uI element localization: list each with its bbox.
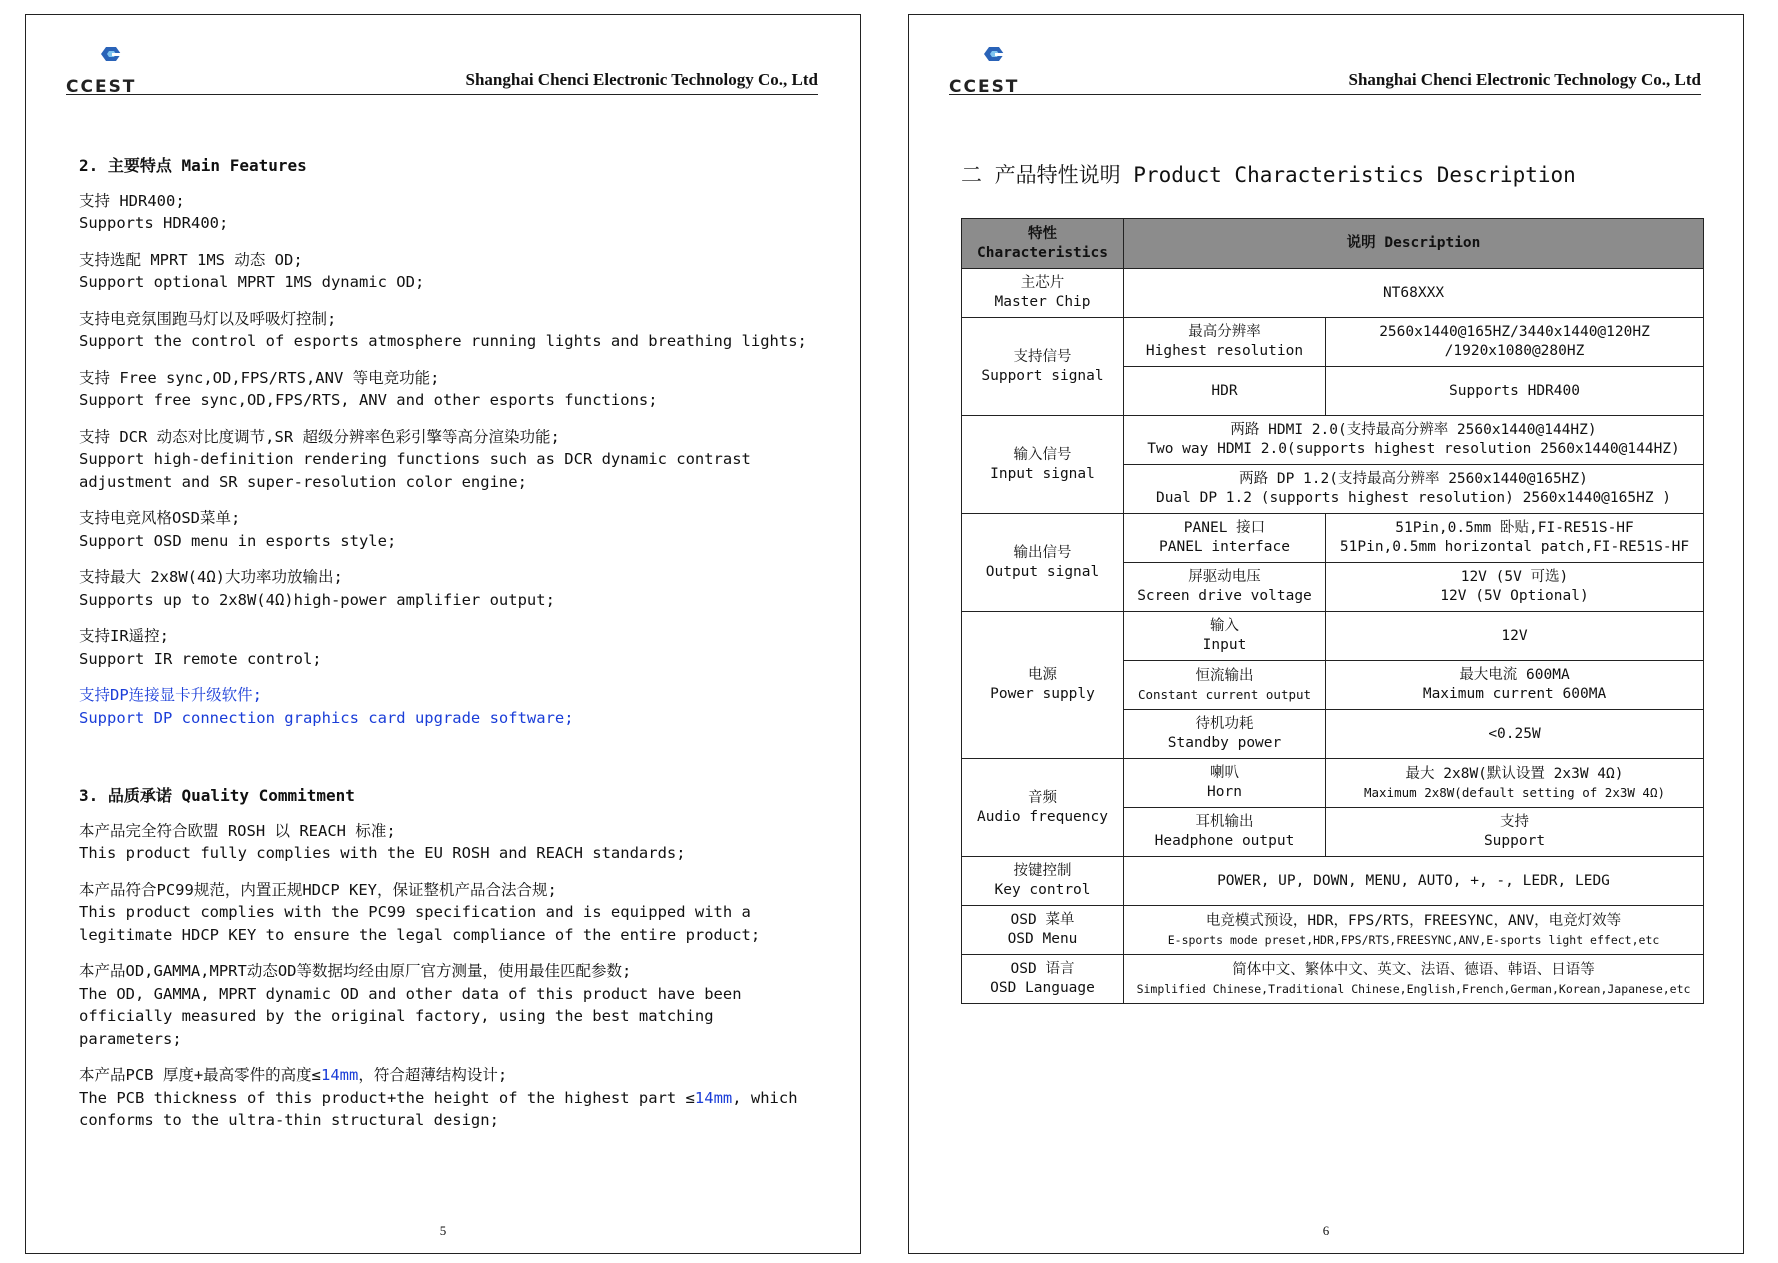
table-row <box>962 759 1704 808</box>
value-cn: 电竞模式预设，HDR，FPS/RTS，FREESYNC，ANV，电竞灯效等 <box>1205 912 1622 929</box>
row-value <box>1124 416 1704 465</box>
value-en: Simplified Chinese,Traditional Chinese,English,French,German,Korean,Japanese,etc <box>1136 981 1691 996</box>
feature-item <box>79 566 820 611</box>
feature-item <box>79 625 820 670</box>
sub-label-cn: 待机功耗 <box>1195 716 1254 732</box>
feature-en: Support IR remote control; <box>79 649 322 668</box>
sub-label <box>1124 318 1326 367</box>
value-en: Maximum 2x8W(default setting of 2x3W 4Ω) <box>1363 784 1666 800</box>
value-en: Two way HDMI 2.0(supports highest resolution 2560x1440@144HZ) <box>1147 441 1680 457</box>
pcb-en-pre: The PCB thickness of this product+the height of the highest part ≤ <box>79 1088 695 1107</box>
label-cn: 主芯片 <box>1020 275 1065 291</box>
feature-en: Supports up to 2x8W(4Ω)high-power amplifier output; <box>79 590 555 609</box>
sub-label: HDR <box>1124 367 1326 416</box>
value-line: 2560x1440@165HZ/3440x1440@120HZ <box>1379 324 1650 340</box>
quality-item-pcb <box>79 1064 820 1132</box>
value-cn: 最大电流 600MA <box>1459 667 1570 683</box>
sub-label-en: Standby power <box>1167 735 1282 751</box>
label-cn: 按键控制 <box>1013 863 1072 879</box>
ccest-logo <box>66 45 161 95</box>
row-value <box>1124 906 1704 955</box>
row-value: <0.25W <box>1326 710 1704 759</box>
label-cn: 电源 <box>1028 667 1057 683</box>
table-row <box>962 906 1704 955</box>
row-value <box>1326 808 1704 857</box>
row-label <box>962 318 1124 416</box>
pcb-cn-value: 14mm <box>321 1066 359 1084</box>
table-row <box>962 857 1704 906</box>
row-value <box>1124 955 1704 1004</box>
label-en: Power supply <box>990 686 1095 702</box>
value-cn: 最大 2x8W(默认设置 2x3W 4Ω) <box>1405 765 1624 782</box>
sub-label-cn: 喇叭 <box>1210 765 1239 781</box>
feature-cn: 支持 Free sync,OD,FPS/RTS,ANV 等电竞功能; <box>79 368 440 387</box>
quality-en: This product fully complies with the EU ROSH and REACH standards; <box>79 844 686 862</box>
spec-table <box>961 218 1704 1004</box>
table-header-row <box>962 219 1704 269</box>
company-name: Shanghai Chenci Electronic Technology Co., Ltd <box>1348 70 1701 89</box>
feature-cn: 支持电竞氛围跑马灯以及呼吸灯控制; <box>79 309 337 328</box>
sub-label-en: Screen drive voltage <box>1137 588 1312 604</box>
row-label <box>962 514 1124 612</box>
sub-label-cn: 输入 <box>1210 618 1239 634</box>
page-number: 6 <box>1322 1223 1330 1238</box>
feature-en: Support DP connection graphics card upgrade software; <box>79 708 574 727</box>
label-en: Input signal <box>990 465 1095 482</box>
feature-item <box>79 249 820 294</box>
value-en: Dual DP 1.2 (supports highest resolution) 2560x1440@165HZ ) <box>1155 490 1672 506</box>
page-header <box>26 15 860 105</box>
table-row <box>962 269 1704 318</box>
label-en: Audio frequency <box>977 808 1108 825</box>
value-cn: 支持 <box>1500 814 1529 830</box>
row-label <box>962 906 1124 955</box>
label-cn: 输入信号 <box>1013 446 1072 463</box>
row-value <box>1124 465 1704 514</box>
pcb-en-value: 14mm <box>694 1088 733 1107</box>
feature-cn: 支持 HDR400; <box>79 191 185 210</box>
table-row <box>962 318 1704 367</box>
label-cn: 输出信号 <box>1013 544 1072 561</box>
header-description: 说明 Description <box>1124 219 1704 269</box>
label-cn: OSD 菜单 <box>1010 912 1075 928</box>
sub-label <box>1124 563 1326 612</box>
sub-label-en: Horn <box>1207 784 1242 800</box>
value-en: Support <box>1483 833 1546 849</box>
sub-label-cn: 屏驱动电压 <box>1188 569 1261 585</box>
table-row <box>962 955 1704 1004</box>
label-cn: 音频 <box>1028 789 1057 806</box>
feature-en: Support high-definition rendering functions such as DCR dynamic contrast adjustment and SR super-resolution color engine; <box>79 450 751 491</box>
feature-cn: 支持IR遥控; <box>79 627 169 645</box>
sub-label <box>1124 759 1326 808</box>
quality-cn: 本产品符合PC99规范，内置正规HDCP KEY，保证整机产品合法合规; <box>79 880 557 899</box>
quality-cn: 本产品完全符合欧盟 ROSH 以 REACH 标准; <box>79 821 396 840</box>
label-en: OSD Menu <box>1007 931 1078 947</box>
label-en: OSD Language <box>990 980 1095 996</box>
section-title-quality: 3. 品质承诺 Quality Commitment <box>79 786 355 805</box>
row-value: Supports HDR400 <box>1326 367 1704 416</box>
quality-item <box>79 960 820 1050</box>
header-divider <box>66 94 818 95</box>
quality-item <box>79 879 820 947</box>
sub-label <box>1124 808 1326 857</box>
sub-label <box>1124 710 1326 759</box>
value-en: 12V (5V Optional) <box>1440 588 1589 604</box>
quality-en: The OD, GAMMA, MPRT dynamic OD and other data of this product have been officially measured by the original factory, using the best matching parameters; <box>79 984 742 1048</box>
label-cn: 支持信号 <box>1013 348 1072 365</box>
feature-item <box>79 507 820 552</box>
quality-item <box>79 820 820 865</box>
section-title-characteristics: 二 产品特性说明 Product Characteristics Description <box>961 163 1576 187</box>
value-cn: 两路 HDMI 2.0(支持最高分辨率 2560x1440@144HZ) <box>1230 422 1597 438</box>
header-characteristics <box>962 219 1124 269</box>
sub-label-en: Constant current output <box>1137 686 1312 702</box>
feature-en: Support OSD menu in esports style; <box>79 531 397 550</box>
feature-cn: 支持 DCR 动态对比度调节,SR 超级分辨率色彩引擎等高分渲染功能; <box>79 427 560 446</box>
table-row <box>962 514 1704 563</box>
feature-en: Support optional MPRT 1MS dynamic OD; <box>79 273 425 291</box>
quality-en: This product complies with the PC99 specification and is equipped with a legitimate HDCP KEY to ensure the legal compliance of the entire product; <box>79 903 761 944</box>
feature-en: Support the control of esports atmosphere running lights and breathing lights; <box>79 332 807 350</box>
row-label <box>962 269 1124 318</box>
header-divider <box>949 94 1701 95</box>
row-value <box>1326 514 1704 563</box>
section-title-features: 2. 主要特点 Main Features <box>79 156 307 175</box>
sub-label-cn: PANEL 接口 <box>1183 520 1266 536</box>
table-row <box>962 416 1704 465</box>
sub-label-en: PANEL interface <box>1159 539 1290 555</box>
feature-item-highlighted <box>79 684 820 729</box>
row-value <box>1326 318 1704 367</box>
value-en: E-sports mode preset,HDR,FPS/RTS,FREESYNC,ANV,E-sports light effect,etc <box>1167 932 1660 947</box>
table-row <box>962 612 1704 661</box>
row-value: POWER, UP, DOWN, MENU, AUTO, +, -, LEDR, LEDG <box>1124 857 1704 906</box>
label-cn: OSD 语言 <box>1010 961 1075 977</box>
quality-en <box>79 1087 820 1132</box>
logo-text: CCEST <box>949 77 1020 97</box>
document-page-6 <box>908 14 1744 1254</box>
pcb-cn-pre: 本产品PCB 厚度+最高零件的高度≤ <box>79 1066 321 1084</box>
label-en: Master Chip <box>994 294 1091 310</box>
row-value <box>1326 759 1704 808</box>
sub-label <box>1124 514 1326 563</box>
logo-text: CCEST <box>66 77 137 97</box>
row-value: 12V <box>1326 612 1704 661</box>
feature-item <box>79 190 820 235</box>
value-cn: 51Pin,0.5mm 卧贴,FI-RE51S-HF <box>1395 520 1634 536</box>
feature-cn: 支持DP连接显卡升级软件; <box>79 686 262 704</box>
row-value <box>1326 563 1704 612</box>
feature-item <box>79 367 820 412</box>
page-header <box>909 15 1743 105</box>
sub-label-en: Highest resolution <box>1145 343 1304 359</box>
sub-label-en: Headphone output <box>1154 833 1295 849</box>
row-value <box>1326 661 1704 710</box>
feature-cn: 支持最大 2x8W(4Ω)大功率功放输出; <box>79 568 343 586</box>
sub-label-cn: 耳机输出 <box>1195 814 1254 830</box>
sub-label <box>1124 661 1326 710</box>
ccest-logo <box>949 45 1044 95</box>
feature-item <box>79 426 820 494</box>
feature-cn: 支持选配 MPRT 1MS 动态 OD; <box>79 250 303 269</box>
quality-section <box>79 785 820 1146</box>
main-features-section <box>79 155 820 743</box>
feature-item <box>79 308 820 353</box>
page-number: 5 <box>439 1223 447 1238</box>
feature-en: Supports HDR400; <box>79 214 229 232</box>
label-en: Support signal <box>981 367 1104 384</box>
quality-cn <box>79 1064 820 1087</box>
row-value: NT68XXX <box>1124 269 1704 318</box>
document-page-5 <box>25 14 861 1254</box>
sub-label-cn: 恒流输出 <box>1195 667 1254 684</box>
label-en: Key control <box>994 882 1091 898</box>
value-cn: 12V (5V 可选) <box>1460 569 1569 585</box>
sub-label-en: Input <box>1202 637 1247 653</box>
header-cn: 特性 <box>1028 225 1057 242</box>
value-en: 51Pin,0.5mm horizontal patch,FI-RE51S-HF <box>1339 539 1690 555</box>
header-en: Characteristics <box>977 244 1108 261</box>
label-en: Output signal <box>985 563 1100 580</box>
pcb-en-post: , which conforms to the ultra-thin structural design; <box>79 1088 798 1129</box>
feature-cn: 支持电竞风格OSD菜单; <box>79 509 241 527</box>
row-label <box>962 955 1124 1004</box>
row-label <box>962 416 1124 514</box>
row-label <box>962 857 1124 906</box>
row-label <box>962 612 1124 759</box>
feature-en: Support free sync,OD,FPS/RTS, ANV and other esports functions; <box>79 391 658 409</box>
value-cn: 两路 DP 1.2(支持最高分辨率 2560x1440@165HZ) <box>1239 471 1588 487</box>
value-cn: 简体中文、繁体中文、英文、法语、德语、韩语、日语等 <box>1232 961 1595 978</box>
pcb-cn-post: ，符合超薄结构设计; <box>358 1066 508 1084</box>
quality-cn: 本产品OD,GAMMA,MPRT动态OD等数据均经由原厂官方测量，使用最佳匹配参数; <box>79 962 632 980</box>
value-line: /1920x1080@280HZ <box>1444 343 1585 359</box>
sub-label-cn: 最高分辨率 <box>1188 324 1261 340</box>
company-name: Shanghai Chenci Electronic Technology Co., Ltd <box>465 70 818 89</box>
sub-label <box>1124 612 1326 661</box>
value-en: Maximum current 600MA <box>1422 686 1607 702</box>
row-label <box>962 759 1124 857</box>
